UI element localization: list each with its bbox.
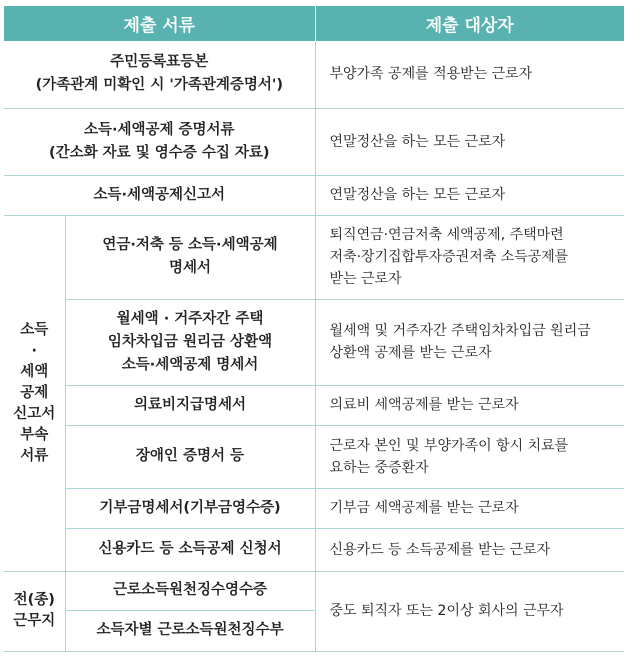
document-cell: 신용카드 등 소득공제 신청서 xyxy=(65,528,315,571)
document-cell: 주민등록표등본 (가족관계 미확인 시 '가족관계증명서') xyxy=(4,41,315,108)
submission-documents-table xyxy=(4,6,624,652)
document-cell: 의료비지급명세서 xyxy=(65,385,315,425)
target-cell: 부양가족 공제를 적용받는 근로자 xyxy=(315,41,624,108)
document-cell: 장애인 증명서 등 xyxy=(65,425,315,488)
target-cell: 연말정산을 하는 모든 근로자 xyxy=(315,175,624,215)
table-row xyxy=(4,488,624,528)
table-row xyxy=(4,571,624,610)
table-row xyxy=(4,175,624,215)
document-cell: 소득자별 근로소득원천징수부 xyxy=(65,610,315,651)
target-cell: 퇴직연금·연금저축 세액공제, 주택마련 저축·장기집합투자증권저축 소득공제를 받는 근로자 xyxy=(315,215,624,299)
target-cell: 의료비 세액공제를 받는 근로자 xyxy=(315,385,624,425)
table-row xyxy=(4,299,624,385)
document-cell: 연금·저축 등 소득·세액공제 명세서 xyxy=(65,215,315,299)
header-targets: 제출 대상자 xyxy=(315,6,624,41)
prior-employer-group-label: 전(종) 근무지 xyxy=(4,571,65,651)
document-cell: 기부금명세서(기부금영수증) xyxy=(65,488,315,528)
table-header-row xyxy=(4,6,624,41)
table-row xyxy=(4,385,624,425)
document-cell: 월세액 · 거주자간 주택 임차차입금 원리금 상환액 소득·세액공제 명세서 xyxy=(65,299,315,385)
target-cell: 근로자 본인 및 부양가족이 항시 치료를 요하는 중증환자 xyxy=(315,425,624,488)
document-cell: 소득·세액공제신고서 xyxy=(4,175,315,215)
target-cell: 월세액 및 거주자간 주택임차차입금 원리금 상환액 공제를 받는 근로자 xyxy=(315,299,624,385)
target-cell: 연말정산을 하는 모든 근로자 xyxy=(315,108,624,175)
target-cell: 중도 퇴직자 또는 2이상 회사의 근무자 xyxy=(315,571,624,651)
header-documents: 제출 서류 xyxy=(4,6,315,41)
table-row xyxy=(4,41,624,108)
attachment-group-label: 소득 · 세액 공제 신고서 부속 서류 xyxy=(4,215,65,571)
document-cell: 소득·세액공제 증명서류 (간소화 자료 및 영수증 수집 자료) xyxy=(4,108,315,175)
table-row xyxy=(4,425,624,488)
table-row xyxy=(4,215,624,299)
document-cell: 근로소득원천징수영수증 xyxy=(65,571,315,610)
target-cell: 신용카드 등 소득공제를 받는 근로자 xyxy=(315,528,624,571)
table-row xyxy=(4,528,624,571)
target-cell: 기부금 세액공제를 받는 근로자 xyxy=(315,488,624,528)
table-row xyxy=(4,108,624,175)
